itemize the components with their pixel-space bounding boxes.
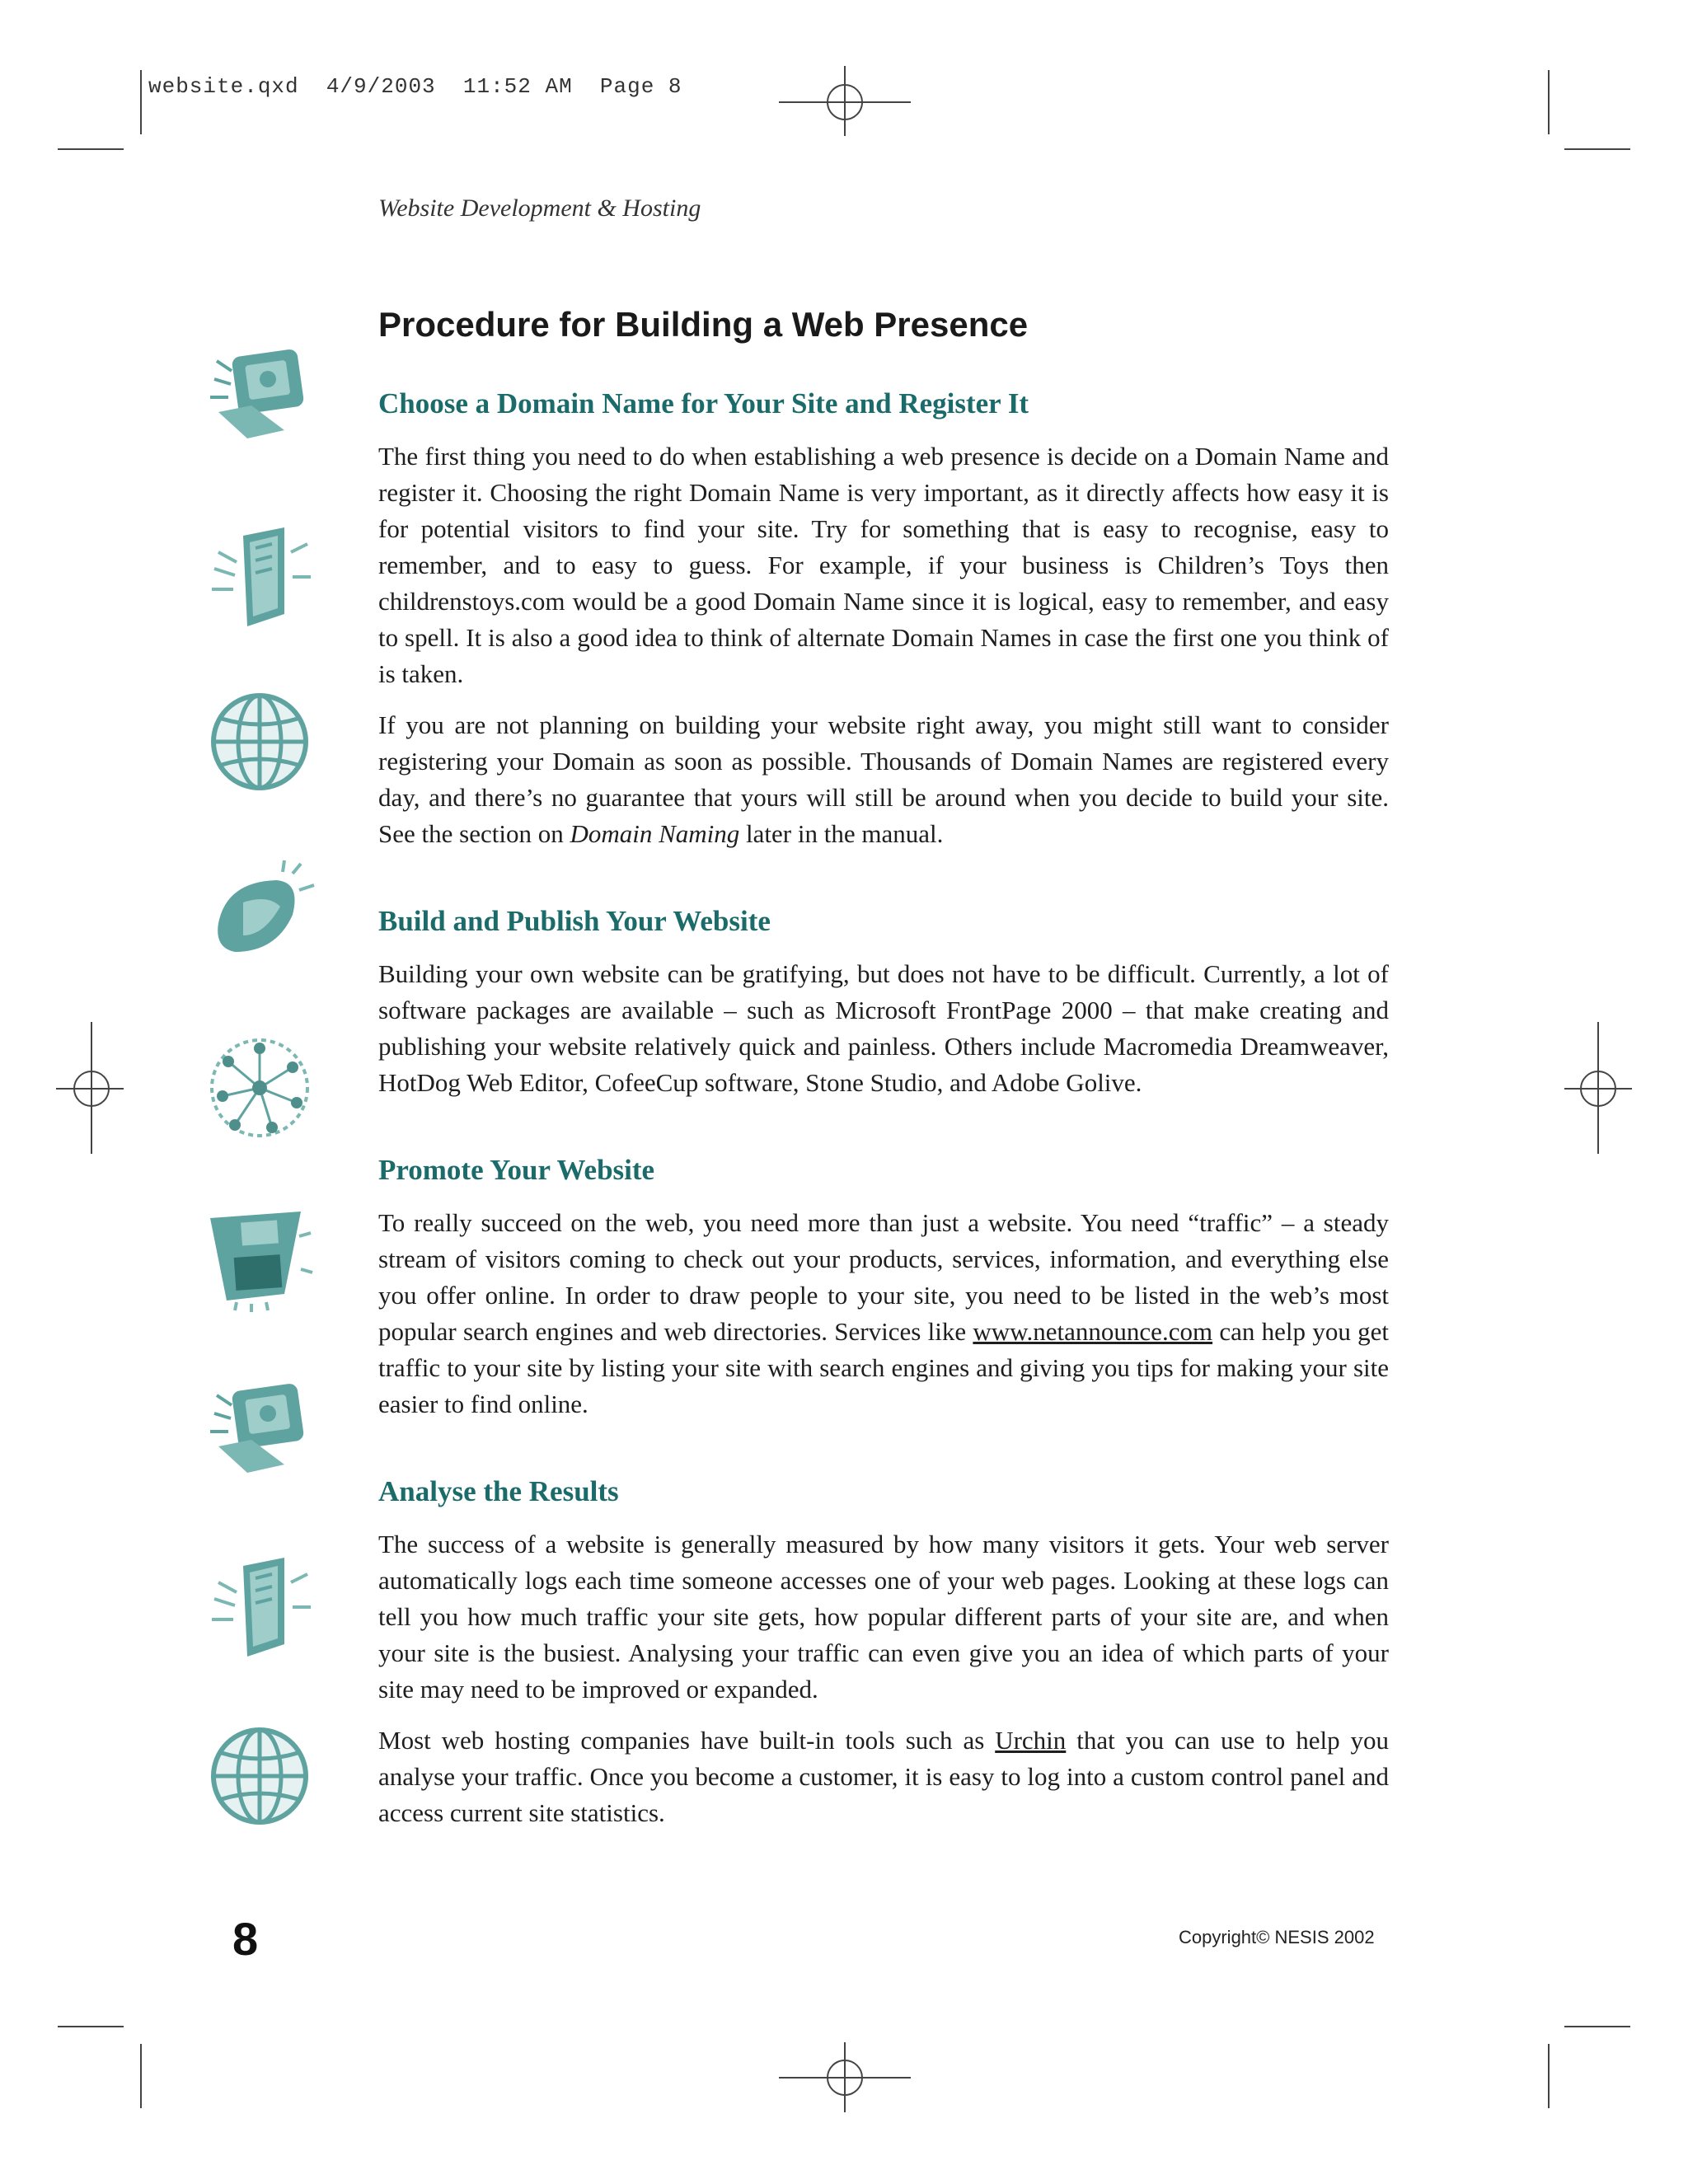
paragraph: The success of a website is generally measured by how many visitors it gets. Your web server automatically logs each time someone accesses one of your web pages. Looking at these logs can tell you how much traffic your site gets, how popular different parts of your site are, and when your site is the busiest. Analysing your traffic can even give you an idea of which parts of your site may need to be improved or expanded. xyxy=(378,1530,1389,1704)
paragraph: Building your own website can be gratifying, but does not have to be difficult. Currently, a lot of software packages are available – such as Microsoft FrontPage 2000 – that make creating and publishing your website relatively quick and painless. Others include Macromedia Dreamweaver, HotDog Web Editor, CofeeCup software, Stone Studio, and Adobe Golive. xyxy=(378,959,1389,1097)
globe-icon xyxy=(202,1718,317,1834)
crop-mark xyxy=(1548,70,1550,134)
paragraph: The first thing you need to do when establishing a web presence is decide on a Domain Name and register it. Choosing the right Domain Name is very important, as it directly affects how easy it is for potential visitors to find your site. Try for something that is easy to recognise, easy to remember, and to easy to guess. For example, if your business is Children’s Toys then childrenstoys.com would be a good Domain Name since it is logical, easy to remember, and easy to spell. It is also a good idea to think of alternate Domain Names in case the first one you think of is taken. xyxy=(378,442,1389,688)
crop-mark xyxy=(140,70,142,134)
floppy-icon xyxy=(202,1203,317,1319)
emphasis-domain-naming: Domain Naming xyxy=(570,819,740,848)
crop-mark xyxy=(140,2044,142,2108)
network-icon xyxy=(202,1030,317,1146)
computer-icon xyxy=(202,1372,317,1488)
paragraph: If you are not planning on building your website right away, you might still want to consider registering your Domain as soon as possible. Thousands of Domain Names are registered every day, and there’s no guarantee that yours will still be around when you decide to build your site. See the section on Domain Naming later in the manual. xyxy=(378,710,1389,848)
crop-mark xyxy=(1564,148,1630,150)
running-head: Website Development & Hosting xyxy=(378,194,701,222)
section-heading-build: Build and Publish Your Website xyxy=(378,905,771,937)
section-heading-analyse: Analyse the Results xyxy=(378,1475,619,1507)
main-content xyxy=(378,387,1389,1846)
section-heading-domain: Choose a Domain Name for Your Site and Register It xyxy=(378,387,1029,419)
computer-icon xyxy=(202,338,317,453)
globe-icon xyxy=(202,684,317,799)
link-urchin[interactable]: Urchin xyxy=(995,1726,1067,1755)
page-number: 8 xyxy=(232,1913,259,1965)
crop-mark xyxy=(1564,2026,1630,2027)
tower-icon xyxy=(202,1549,317,1665)
copyright: Copyright© NESIS 2002 xyxy=(1179,1927,1375,1947)
page-title: Procedure for Building a Web Presence xyxy=(378,305,1029,344)
link-netannounce[interactable]: www.netannounce.com xyxy=(973,1317,1213,1346)
crop-mark xyxy=(1548,2044,1550,2108)
mouse-icon xyxy=(202,857,317,972)
tower-icon xyxy=(202,519,317,635)
printer-slug: website.qxd 4/9/2003 11:52 AM Page 8 xyxy=(148,74,682,99)
crop-mark xyxy=(58,148,124,150)
crop-mark xyxy=(58,2026,124,2027)
section-heading-promote: Promote Your Website xyxy=(378,1154,655,1186)
paragraph: To really succeed on the web, you need more than just a website. You need “traffic” – a steady stream of visitors coming to check out your products, services, information, and everything else you offer online. In order to draw people to your site, you need to be listed in the web’s most popular search engines and web directories. Services like www.netannounce.com can help you get traffic to your site by listing your site with search engines and giving you tips for making your site easier to find online. xyxy=(378,1208,1389,1418)
paragraph: Most web hosting companies have built-in tools such as Urchin that you can use to help you analyse your traffic. Once you become a customer, it is easy to log into a custom control panel and access current site statistics. xyxy=(378,1726,1389,1827)
